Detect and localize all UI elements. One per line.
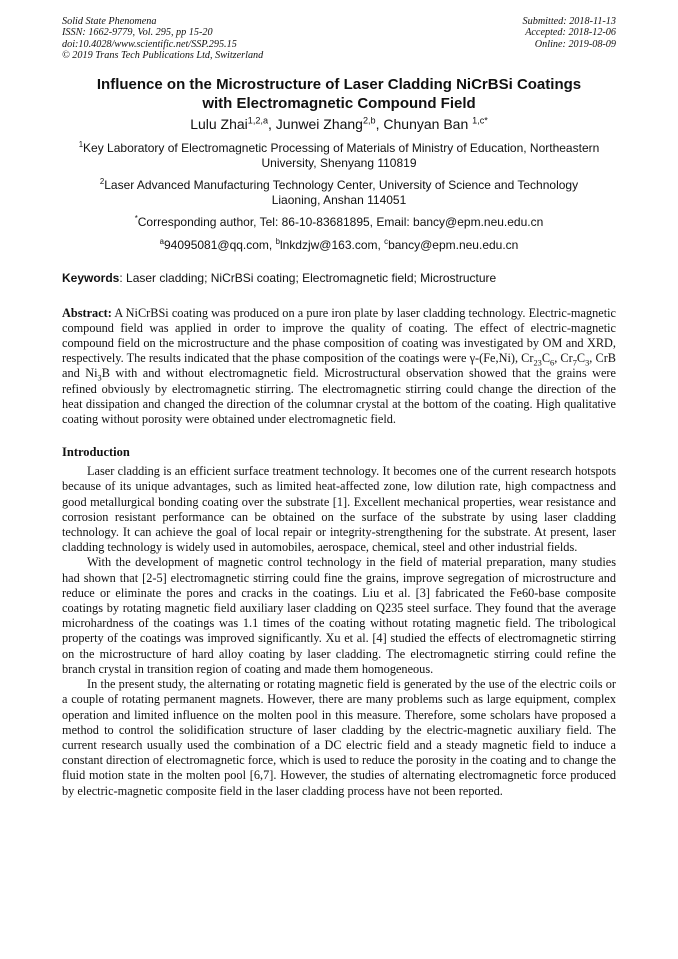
doi-line[interactable]: doi:10.4028/www.scientific.net/SSP.295.15 (62, 38, 237, 50)
abstract-label: Abstract: (62, 305, 112, 320)
subscript: 6 (550, 358, 555, 368)
abstract (62, 306, 616, 428)
author-name: Junwei Zhang (275, 115, 363, 132)
abstract-text: , CrB and Ni (62, 351, 616, 381)
section-heading-introduction: Introduction (62, 445, 130, 460)
affiliation-2 (62, 178, 616, 208)
corresponding-text: Corresponding author, Tel: 86-10-83681895, Email: bancy@epm.neu.edu.cn (137, 214, 544, 229)
paragraph: Laser cladding is an efficient surface treatment technology. It becomes one of the current research hotspots because of its unique advantages, such as limited heat-affected zone, low dilution rate, high compactness and good metallurgical bonding coating over the substrate [1]. Excellent mechanical properties, wear resistance and corrosion resistant performance can be obtained on the surface of the substrate by using laser cladding technology. It can achieve the goal of local repair or integrity-strengthening for the substrate. At present, laser cladding technology is widely used in automobiles, aerospace, chemical, steel and other industrial fields. (62, 464, 616, 555)
affiliation-text: University, Shenyang 110819 (261, 155, 417, 170)
affiliation-text: Liaoning, Anshan 114051 (271, 192, 407, 207)
abstract-text: B with and without electromagnetic field. Microstructural observation showed that the grains were refined obviously by electromagnetic stirring. The electromagnetic stirring could change the direction of the heat dissipation and changed the direction of the columnar crystal at the bottom of the coating. High qualitative coating without porosity were obtained under electromagnetic field. (62, 366, 616, 427)
dates-info (523, 16, 616, 62)
abstract-text: , Cr (554, 351, 573, 366)
title-line-2: with Electromagnetic Compound Field (202, 94, 476, 112)
journal-name: Solid State Phenomena (62, 16, 157, 27)
paragraph: In the present study, the alternating or rotating magnetic field is generated by the use of the electric coils or a couple of rotating permanent magnets. However, there are many problems such as large equipment, complex operation and limited influence on the molten pool in this measure. Therefore, some scholars have proposed a method to control the solidification structure of laser cladding by the electric-magnetic auxiliary field. The current research usually used the combination of a DC electric field and a steady magnetic field to induce a constant direction of electromagnetic force, which is used to reduce the porosity in the coating and to change the fluid motion state in the molten pool [6,7]. However, the studies of alternating electromagnetic force produced by electric-magnetic composite field in the laser cladding process have not been reported. (62, 677, 616, 798)
email-link[interactable]: 94095081@qq.com, (164, 237, 276, 252)
corresponding-author (62, 215, 616, 230)
affiliation-text: Key Laboratory of Electromagnetic Processing of Materials of Ministry of Education, Northeastern (83, 140, 600, 155)
corresponding-mark: * (134, 213, 138, 223)
email-link[interactable]: bancy@epm.neu.edu.cn (388, 237, 519, 252)
keywords-text: : Laser cladding; NiCrBSi coating; Electromagnetic field; Microstructure (119, 270, 497, 285)
author-affiliation-mark: 2,b (362, 114, 376, 125)
keywords-label: Keywords (62, 270, 120, 285)
abstract-text: C (576, 351, 586, 366)
author-emails (62, 238, 616, 253)
keywords (62, 271, 616, 286)
affiliation-mark: 2 (99, 176, 105, 186)
publication-header (62, 16, 616, 62)
affiliation-1 (62, 141, 616, 171)
email-mark: b (275, 236, 280, 246)
subscript: 7 (572, 358, 577, 368)
subscript: 3 (97, 373, 102, 383)
online-date: Online: 2019-08-09 (534, 38, 616, 50)
paragraph: With the development of magnetic control technology in the field of material preparation, many studies had shown that [2-5] electromagnetic stirring could fine the grains, improve segregation of microstructure and reduce or eliminate the pores and cracks in the coatings. Liu et al. [3] fabricated the Fe60-base composite coatings by rotating magnetic field auxiliary laser cladding on Q235 steel surface. They found that the average microhardness of the coatings was 1.1 times of the coating without rotating magnetic field. The tribological property of the coatings was improved significantly. Xu et al. [4] studied the effects of electromagnetic stirring on the microstructure of hard alloy coating by laser cladding. The electromagnetic stirring could refine the branch crystal in transition region of coating and made them homogeneous. (62, 555, 616, 676)
accepted-date: Accepted: 2018-12-06 (525, 27, 616, 39)
author-name: Lulu Zhai (190, 115, 248, 132)
author-list: Lulu Zhai$^{1,2,a}$, Junwei Zhang$^{2,b}$, Chunyan Ban $^{1,c*}$ (190, 114, 488, 132)
subscript: 23 (533, 358, 542, 368)
abstract-text: C (541, 351, 551, 366)
abstract-text: A NiCrBSi coating was produced on a pure iron plate by laser cladding technology. Electric-magnetic compound field was applied in order to improve the quality of coating. The effect of electric-magnetic compound field on the microstructure and the phase composition of coating was investigated by OM and XRD, respectively. The results indicated that the phase composition of the coatings were γ-(Fe,Ni), Cr (62, 305, 616, 366)
affiliation-text: Laser Advanced Manufacturing Technology Center, University of Science and Technology (104, 177, 579, 192)
title-line-1: Influence on the Microstructure of Laser Cladding NiCrBSi Coatings (96, 75, 582, 93)
author-affiliation-mark: 1,c* (472, 114, 488, 125)
email-link[interactable]: lnkdzjw@163.com, (279, 237, 385, 252)
issn-line: ISSN: 1662-9779, Vol. 295, pp 15-20 (62, 27, 213, 39)
author-name: Chunyan Ban (383, 115, 469, 132)
email-mark: a (159, 236, 164, 246)
subscript: 3 (585, 358, 590, 368)
submitted-date: Submitted: 2018-11-13 (522, 16, 616, 27)
email-mark: c (384, 236, 389, 246)
author-affiliation-mark: 1,2,a (247, 114, 269, 125)
affiliation-mark: 1 (78, 139, 84, 149)
copyright-line: © 2019 Trans Tech Publications Ltd, Switzerland (62, 50, 264, 62)
paper-title (62, 75, 616, 113)
journal-info (62, 16, 263, 62)
